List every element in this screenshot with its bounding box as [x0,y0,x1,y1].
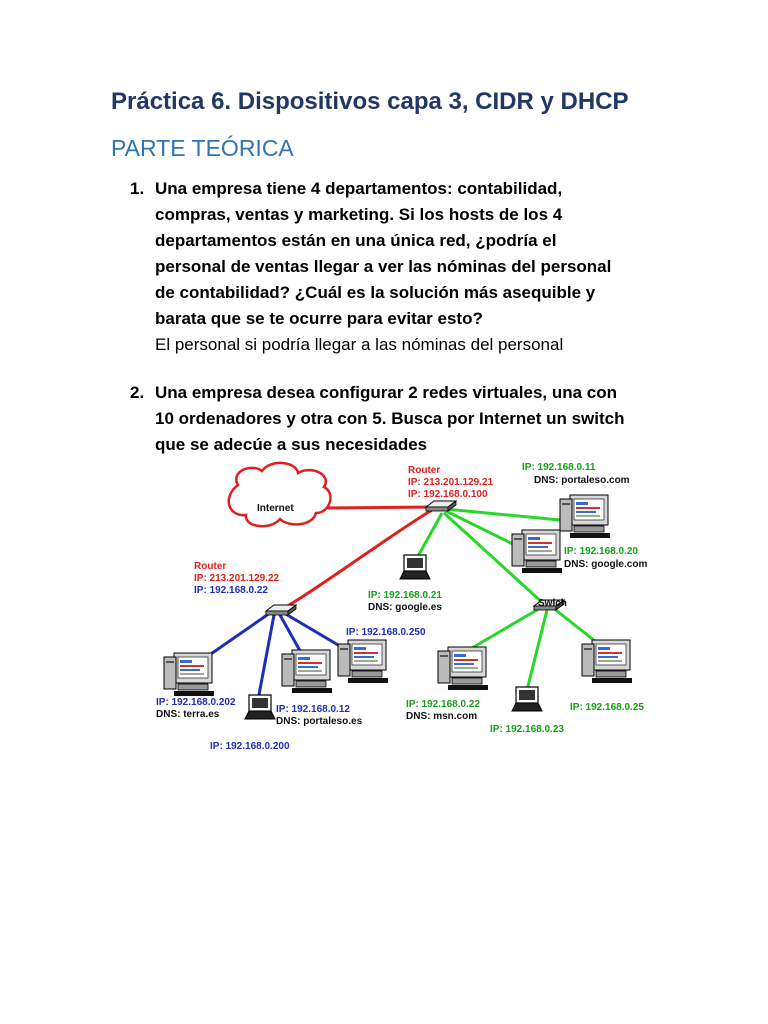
answer-text: El personal si podría llegar a las nóminas del personal [155,335,564,354]
question-2 [130,380,670,458]
question-number: 2. [130,383,145,402]
pc-switch-right-ip: IP: 192.168.0.25 [570,702,644,713]
laptop-switch-ip: IP: 192.168.0.23 [490,724,564,735]
question-1 [130,176,670,358]
router-left-name: Router [194,561,227,572]
internet-label: Internet [257,503,294,514]
pc-left-mid-icon [282,650,332,693]
question-line: compras, ventas y marketing. Si los hosts de los 4 [155,205,563,224]
question-line: departamentos están en una única red, ¿podría el [155,231,557,250]
switch-label: Swich [538,598,567,609]
pc-right-mid-ip: IP: 192.168.0.20 [564,546,638,557]
internet-cloud [229,463,331,526]
pc-left-near-ip: IP: 192.168.0.250 [346,627,426,638]
question-line: personal de ventas llegar a ver las nóminas del personal [155,257,612,276]
pc-top-right-ip: IP: 192.168.0.11 [522,462,596,473]
page-title: Práctica 6. Dispositivos capa 3, CIDR y DHCP [111,88,629,115]
laptop-left-icon [245,695,275,719]
question-line: Una empresa desea configurar 2 redes virtuales, una con [155,383,618,402]
router-top-ip1: IP: 213.201.129.21 [408,477,494,488]
laptop-left-ip: IP: 192.168.0.200 [210,741,290,752]
pc-right-mid-icon [512,530,562,573]
pc-left-mid-dns: DNS: portaleso.es [276,716,363,727]
pc-top-right-dns: DNS: portaleso.com [534,475,630,486]
pc-switch-left-icon [438,647,488,690]
left-lan-links [195,613,355,700]
section-heading: PARTE TEÓRICA [111,135,294,161]
laptop-center-dns: DNS: google.es [368,602,442,613]
question-line: Una empresa tiene 4 departamentos: contabilidad, [155,179,563,198]
pc-left-far-ip: IP: 192.168.0.202 [156,697,236,708]
question-line: barata que se te ocurre para evitar esto? [155,309,483,328]
question-line: de contabilidad? ¿Cuál es la solución más asequible y [155,283,596,302]
router-left-icon [266,605,296,615]
pc-left-mid-ip: IP: 192.168.0.12 [276,704,350,715]
router-top-name: Router [408,465,441,476]
laptop-center-ip: IP: 192.168.0.21 [368,590,442,601]
pc-right-mid-dns: DNS: google.com [564,559,648,570]
pc-left-near-icon [338,640,388,683]
laptop-switch-icon [512,687,542,711]
router-left-ip2: IP: 192.168.0.22 [194,585,268,596]
question-line: que se adecúe a sus necesidades [155,435,428,454]
pc-left-far-dns: DNS: terra.es [156,709,220,720]
router-left-ip1: IP: 213.201.129.22 [194,573,280,584]
laptop-center-icon [400,555,430,579]
pc-switch-left-dns: DNS: msn.com [406,711,478,722]
pc-switch-left-ip: IP: 192.168.0.22 [406,699,480,710]
pc-switch-right-icon [582,640,632,683]
question-line: 10 ordenadores y otra con 5. Busca por Internet un switch [155,409,625,428]
network-diagram [150,455,660,760]
question-text [155,176,670,332]
question-text [155,380,670,458]
pc-left-far-icon [164,653,214,696]
pc-top-right-icon [560,495,610,538]
router-top-ip2: IP: 192.168.0.100 [408,489,488,500]
question-number: 1. [130,179,145,198]
